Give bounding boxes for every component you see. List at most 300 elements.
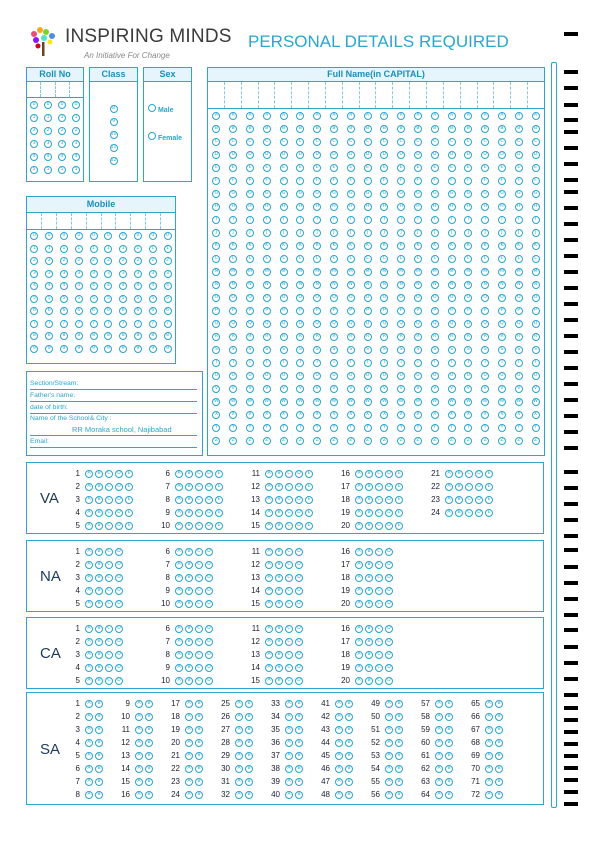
mobile-bubble[interactable]: 5 [149,295,157,303]
name-bubble[interactable]: L [481,255,489,263]
answer-bubble[interactable]: A [175,509,183,517]
name-bubble[interactable]: Q [532,320,540,328]
answer-bubble[interactable]: A [385,713,393,721]
name-bubble[interactable]: W [516,398,521,404]
name-bubble[interactable]: E [280,164,288,172]
answer-bubble[interactable]: A [175,587,183,595]
name-bubble[interactable]: M [280,268,288,276]
name-bubble[interactable]: U [380,372,388,380]
name-bubble[interactable]: U [280,372,288,380]
name-bubble[interactable]: Y [229,424,237,432]
answer-bubble[interactable]: B [95,600,103,608]
answer-bubble[interactable]: E [485,470,493,478]
answer-bubble[interactable]: D [385,509,393,517]
answer-bubble[interactable]: B [295,700,303,708]
name-bubble[interactable]: P [212,307,220,315]
answer-bubble[interactable]: B [185,496,193,504]
name-bubble[interactable]: M [212,268,220,276]
name-bubble[interactable]: Y [364,424,372,432]
name-bubble[interactable]: C [431,138,439,146]
answer-bubble[interactable]: E [125,470,133,478]
answer-bubble[interactable]: B [295,739,303,747]
answer-bubble[interactable]: A [85,739,93,747]
name-bubble[interactable]: N [515,281,523,289]
answer-bubble[interactable]: B [345,778,353,786]
name-bubble[interactable]: K [464,242,472,250]
answer-bubble[interactable]: E [215,496,223,504]
answer-bubble[interactable]: C [285,625,293,633]
answer-bubble[interactable]: B [365,509,373,517]
answer-bubble[interactable]: A [85,574,93,582]
name-bubble[interactable]: K [397,242,405,250]
name-bubble[interactable]: A [397,112,405,120]
answer-bubble[interactable]: A [175,561,183,569]
name-bubble[interactable]: V [380,385,388,393]
answer-bubble[interactable]: A [175,548,183,556]
name-bubble[interactable]: R [263,333,271,341]
name-bubble[interactable]: W [214,398,219,404]
mobile-bubble[interactable]: 6 [149,307,157,315]
answer-bubble[interactable]: B [95,638,103,646]
answer-bubble[interactable]: C [375,522,383,530]
answer-bubble[interactable]: E [485,509,493,517]
name-bubble[interactable]: X [330,411,338,419]
name-bubble[interactable]: Y [380,424,388,432]
mobile-bubble[interactable]: 7 [134,320,142,328]
answer-bubble[interactable]: D [295,664,303,672]
answer-bubble[interactable]: B [95,778,103,786]
answer-bubble[interactable]: C [105,509,113,517]
answer-bubble[interactable]: D [385,677,393,685]
name-blank-cell[interactable] [225,82,242,108]
answer-bubble[interactable]: A [135,739,143,747]
name-bubble[interactable]: R [448,333,456,341]
answer-bubble[interactable]: D [295,522,303,530]
name-bubble[interactable]: T [464,359,472,367]
name-bubble[interactable]: P [280,307,288,315]
answer-bubble[interactable]: A [285,752,293,760]
name-bubble[interactable]: V [397,385,405,393]
name-bubble[interactable]: P [313,307,321,315]
name-bubble[interactable]: S [364,346,372,354]
answer-bubble[interactable]: A [185,700,193,708]
mobile-bubble[interactable]: 6 [90,307,98,315]
mobile-bubble[interactable]: 1 [90,245,98,253]
answer-bubble[interactable]: C [195,483,203,491]
answer-bubble[interactable]: B [195,778,203,786]
answer-bubble[interactable]: A [485,700,493,708]
answer-bubble[interactable]: D [385,522,393,530]
class-bubble[interactable]: 9 [110,118,118,126]
name-bubble[interactable]: I [498,216,506,224]
name-bubble[interactable]: S [263,346,271,354]
name-bubble[interactable]: A [380,112,388,120]
answer-bubble[interactable]: B [295,726,303,734]
answer-bubble[interactable]: B [95,574,103,582]
name-bubble[interactable]: E [263,164,271,172]
name-bubble[interactable]: X [498,411,506,419]
name-bubble[interactable]: T [498,359,506,367]
answer-bubble[interactable]: A [355,509,363,517]
name-bubble[interactable]: N [330,281,338,289]
name-bubble[interactable]: W [466,398,471,404]
mobile-bubble[interactable]: 2 [45,257,53,265]
name-bubble[interactable]: B [431,125,439,133]
name-bubble[interactable]: E [464,164,472,172]
name-bubble[interactable]: X [364,411,372,419]
answer-bubble[interactable]: A [185,778,193,786]
name-bubble[interactable]: K [515,242,523,250]
answer-bubble[interactable]: D [475,496,483,504]
name-bubble[interactable]: V [263,385,271,393]
mobile-bubble[interactable]: 7 [119,320,127,328]
answer-bubble[interactable]: A [285,791,293,799]
name-bubble[interactable]: D [532,151,540,159]
name-bubble[interactable]: T [313,359,321,367]
name-bubble[interactable]: R [414,333,422,341]
name-bubble[interactable]: O [246,294,254,302]
answer-bubble[interactable]: A [85,587,93,595]
name-bubble[interactable]: L [448,255,456,263]
name-bubble[interactable]: D [397,151,405,159]
roll-bubble[interactable]: 0 [44,101,52,109]
name-bubble[interactable]: O [280,294,288,302]
answer-bubble[interactable]: B [365,638,373,646]
name-bubble[interactable]: G [246,190,254,198]
name-bubble[interactable]: X [481,411,489,419]
answer-bubble[interactable]: D [115,600,123,608]
name-bubble[interactable]: Q [280,320,288,328]
answer-bubble[interactable]: C [105,483,113,491]
answer-bubble[interactable]: B [245,713,253,721]
name-bubble[interactable]: Y [431,424,439,432]
name-bubble[interactable]: N [397,281,405,289]
answer-bubble[interactable]: A [265,522,273,530]
answer-bubble[interactable]: B [145,765,153,773]
name-bubble[interactable]: J [448,229,456,237]
name-blank-cell[interactable] [494,82,511,108]
answer-bubble[interactable]: D [295,561,303,569]
name-bubble[interactable]: M [448,268,456,276]
name-bubble[interactable]: I [364,216,372,224]
answer-bubble[interactable]: C [285,548,293,556]
name-bubble[interactable]: T [481,359,489,367]
name-bubble[interactable]: O [515,294,523,302]
answer-bubble[interactable]: B [275,651,283,659]
name-bubble[interactable]: L [414,255,422,263]
answer-bubble[interactable]: B [345,726,353,734]
answer-bubble[interactable]: A [85,600,93,608]
name-bubble[interactable]: X [414,411,422,419]
name-bubble[interactable]: G [431,190,439,198]
name-bubble[interactable]: A [481,112,489,120]
answer-bubble[interactable]: C [465,470,473,478]
mobile-bubble[interactable]: 6 [45,307,53,315]
answer-bubble[interactable]: A [355,638,363,646]
mobile-blank-cell[interactable] [42,213,57,229]
answer-bubble[interactable]: A [335,765,343,773]
answer-bubble[interactable]: B [195,752,203,760]
answer-bubble[interactable]: C [195,496,203,504]
name-bubble[interactable]: S [380,346,388,354]
answer-bubble[interactable]: C [285,651,293,659]
name-bubble[interactable]: C [498,138,506,146]
name-bubble[interactable]: I [380,216,388,224]
answer-bubble[interactable]: E [485,483,493,491]
answer-bubble[interactable]: B [275,548,283,556]
name-bubble[interactable]: O [296,294,304,302]
name-bubble[interactable]: Q [498,320,506,328]
name-bubble[interactable]: E [246,164,254,172]
name-blank-cell[interactable] [444,82,461,108]
name-bubble[interactable]: D [229,151,237,159]
name-bubble[interactable]: C [464,138,472,146]
name-bubble[interactable]: C [380,138,388,146]
answer-bubble[interactable]: D [475,483,483,491]
roll-bubble[interactable]: 5 [58,166,66,174]
answer-bubble[interactable]: C [375,664,383,672]
name-bubble[interactable]: Z [397,437,405,445]
name-bubble[interactable]: W [230,398,236,404]
name-bubble[interactable]: H [397,203,405,211]
name-bubble[interactable]: F [229,177,237,185]
answer-bubble[interactable]: A [85,483,93,491]
name-bubble[interactable]: T [280,359,288,367]
name-bubble[interactable]: Y [448,424,456,432]
answer-bubble[interactable]: B [275,483,283,491]
answer-bubble[interactable]: B [455,483,463,491]
name-bubble[interactable]: V [498,385,506,393]
name-bubble[interactable]: F [464,177,472,185]
name-bubble[interactable]: B [263,125,271,133]
name-bubble[interactable]: X [229,411,237,419]
answer-bubble[interactable]: B [245,726,253,734]
answer-bubble[interactable]: B [185,651,193,659]
mobile-bubble[interactable]: 6 [164,307,172,315]
answer-bubble[interactable]: B [345,791,353,799]
name-bubble[interactable]: Z [246,437,254,445]
answer-bubble[interactable]: B [275,574,283,582]
answer-bubble[interactable]: A [445,483,453,491]
answer-bubble[interactable]: D [475,509,483,517]
name-bubble[interactable]: D [414,151,422,159]
answer-bubble[interactable]: A [85,470,93,478]
name-bubble[interactable]: R [364,333,372,341]
name-bubble[interactable]: N [414,281,422,289]
answer-bubble[interactable]: A [335,739,343,747]
answer-bubble[interactable]: B [295,791,303,799]
answer-bubble[interactable]: C [285,483,293,491]
answer-bubble[interactable]: D [205,600,213,608]
answer-bubble[interactable]: C [375,509,383,517]
answer-bubble[interactable]: D [295,548,303,556]
roll-bubble[interactable]: 0 [58,101,66,109]
answer-bubble[interactable]: B [445,765,453,773]
answer-bubble[interactable]: A [335,700,343,708]
name-bubble[interactable]: S [280,346,288,354]
name-bubble[interactable]: Q [229,320,237,328]
answer-bubble[interactable]: C [285,664,293,672]
name-bubble[interactable]: J [414,229,422,237]
answer-bubble[interactable]: A [435,713,443,721]
name-bubble[interactable]: Z [464,437,472,445]
name-bubble[interactable]: B [280,125,288,133]
name-bubble[interactable]: Z [229,437,237,445]
mobile-bubble[interactable]: 4 [149,282,157,290]
mobile-bubble[interactable]: 7 [60,320,68,328]
answer-bubble[interactable]: D [385,625,393,633]
name-bubble[interactable]: G [263,190,271,198]
answer-bubble[interactable]: B [445,791,453,799]
name-bubble[interactable]: A [246,112,254,120]
answer-bubble[interactable]: A [385,700,393,708]
answer-bubble[interactable]: C [375,600,383,608]
mobile-bubble[interactable]: 3 [134,270,142,278]
name-bubble[interactable]: X [263,411,271,419]
name-bubble[interactable]: H [380,203,388,211]
mobile-bubble[interactable]: 9 [104,345,112,353]
name-bubble[interactable]: V [229,385,237,393]
answer-bubble[interactable]: A [185,726,193,734]
answer-bubble[interactable]: C [285,509,293,517]
name-blank-cell[interactable] [208,82,225,108]
answer-bubble[interactable]: C [195,574,203,582]
name-blank-cell[interactable] [242,82,259,108]
answer-bubble[interactable]: B [495,726,503,734]
name-bubble[interactable]: N [313,281,321,289]
name-bubble[interactable]: F [347,177,355,185]
answer-bubble[interactable]: A [175,522,183,530]
answer-bubble[interactable]: C [195,522,203,530]
answer-bubble[interactable]: C [195,587,203,595]
name-bubble[interactable]: S [229,346,237,354]
answer-bubble[interactable]: B [95,700,103,708]
answer-bubble[interactable]: D [205,677,213,685]
name-bubble[interactable]: V [296,385,304,393]
name-bubble[interactable]: X [380,411,388,419]
mobile-bubble[interactable]: 5 [104,295,112,303]
answer-bubble[interactable]: A [85,713,93,721]
mobile-bubble[interactable]: 8 [134,332,142,340]
answer-bubble[interactable]: A [175,600,183,608]
answer-bubble[interactable]: B [275,470,283,478]
answer-bubble[interactable]: C [105,638,113,646]
name-bubble[interactable]: I [515,216,523,224]
mobile-bubble[interactable]: 2 [60,257,68,265]
mobile-bubble[interactable]: 1 [30,245,38,253]
name-bubble[interactable]: R [296,333,304,341]
answer-bubble[interactable]: A [265,600,273,608]
name-bubble[interactable]: Z [313,437,321,445]
name-bubble[interactable]: Y [464,424,472,432]
answer-bubble[interactable]: C [195,509,203,517]
name-bubble[interactable]: W [499,398,505,404]
answer-bubble[interactable]: A [355,470,363,478]
answer-bubble[interactable]: A [265,470,273,478]
name-bubble[interactable]: P [414,307,422,315]
roll-bubble[interactable]: 3 [30,140,38,148]
mobile-bubble[interactable]: 0 [164,232,172,240]
name-bubble[interactable]: N [263,281,271,289]
roll-bubble[interactable]: 4 [44,153,52,161]
answer-bubble[interactable]: D [205,561,213,569]
name-bubble[interactable]: Z [481,437,489,445]
answer-bubble[interactable]: A [265,483,273,491]
answer-bubble[interactable]: B [395,700,403,708]
name-bubble[interactable]: W [314,398,320,404]
answer-bubble[interactable]: E [215,470,223,478]
answer-bubble[interactable]: E [395,509,403,517]
name-bubble[interactable]: I [296,216,304,224]
name-bubble[interactable]: R [532,333,540,341]
answer-bubble[interactable]: B [95,509,103,517]
name-bubble[interactable]: J [313,229,321,237]
answer-bubble[interactable]: A [85,726,93,734]
mobile-blank-cell[interactable] [27,213,42,229]
name-bubble[interactable]: U [414,372,422,380]
name-bubble[interactable]: M [414,268,422,276]
mobile-bubble[interactable]: 6 [60,307,68,315]
name-bubble[interactable]: H [532,203,540,211]
answer-bubble[interactable]: D [295,496,303,504]
name-bubble[interactable]: C [414,138,422,146]
name-bubble[interactable]: M [380,268,388,276]
answer-bubble[interactable]: B [195,791,203,799]
name-blank-cell[interactable] [410,82,427,108]
answer-bubble[interactable]: D [115,509,123,517]
name-bubble[interactable]: V [212,385,220,393]
name-bubble[interactable]: Q [313,320,321,328]
mobile-bubble[interactable]: 3 [90,270,98,278]
name-bubble[interactable]: B [532,125,540,133]
answer-bubble[interactable]: A [265,625,273,633]
mobile-bubble[interactable]: 0 [119,232,127,240]
name-bubble[interactable]: U [347,372,355,380]
answer-bubble[interactable]: A [385,765,393,773]
roll-bubble[interactable]: 1 [58,114,66,122]
name-bubble[interactable]: P [397,307,405,315]
answer-bubble[interactable]: B [185,561,193,569]
name-bubble[interactable]: H [481,203,489,211]
name-bubble[interactable]: U [464,372,472,380]
name-bubble[interactable]: I [481,216,489,224]
name-bubble[interactable]: H [464,203,472,211]
mobile-bubble[interactable]: 5 [75,295,83,303]
mobile-bubble[interactable]: 9 [149,345,157,353]
answer-bubble[interactable]: C [285,561,293,569]
answer-bubble[interactable]: A [435,791,443,799]
name-bubble[interactable]: I [431,216,439,224]
answer-bubble[interactable]: A [265,664,273,672]
mobile-bubble[interactable]: 2 [149,257,157,265]
name-bubble[interactable]: R [380,333,388,341]
answer-bubble[interactable]: B [495,739,503,747]
mobile-bubble[interactable]: 2 [119,257,127,265]
answer-bubble[interactable]: B [145,713,153,721]
answer-bubble[interactable]: A [285,739,293,747]
answer-bubble[interactable]: A [435,726,443,734]
answer-bubble[interactable]: D [205,651,213,659]
answer-bubble[interactable]: C [465,483,473,491]
name-bubble[interactable]: Z [414,437,422,445]
answer-bubble[interactable]: B [95,483,103,491]
name-bubble[interactable]: S [515,346,523,354]
name-bubble[interactable]: B [515,125,523,133]
name-bubble[interactable]: F [263,177,271,185]
name-bubble[interactable]: Y [212,424,220,432]
mobile-bubble[interactable]: 1 [104,245,112,253]
name-bubble[interactable]: O [498,294,506,302]
